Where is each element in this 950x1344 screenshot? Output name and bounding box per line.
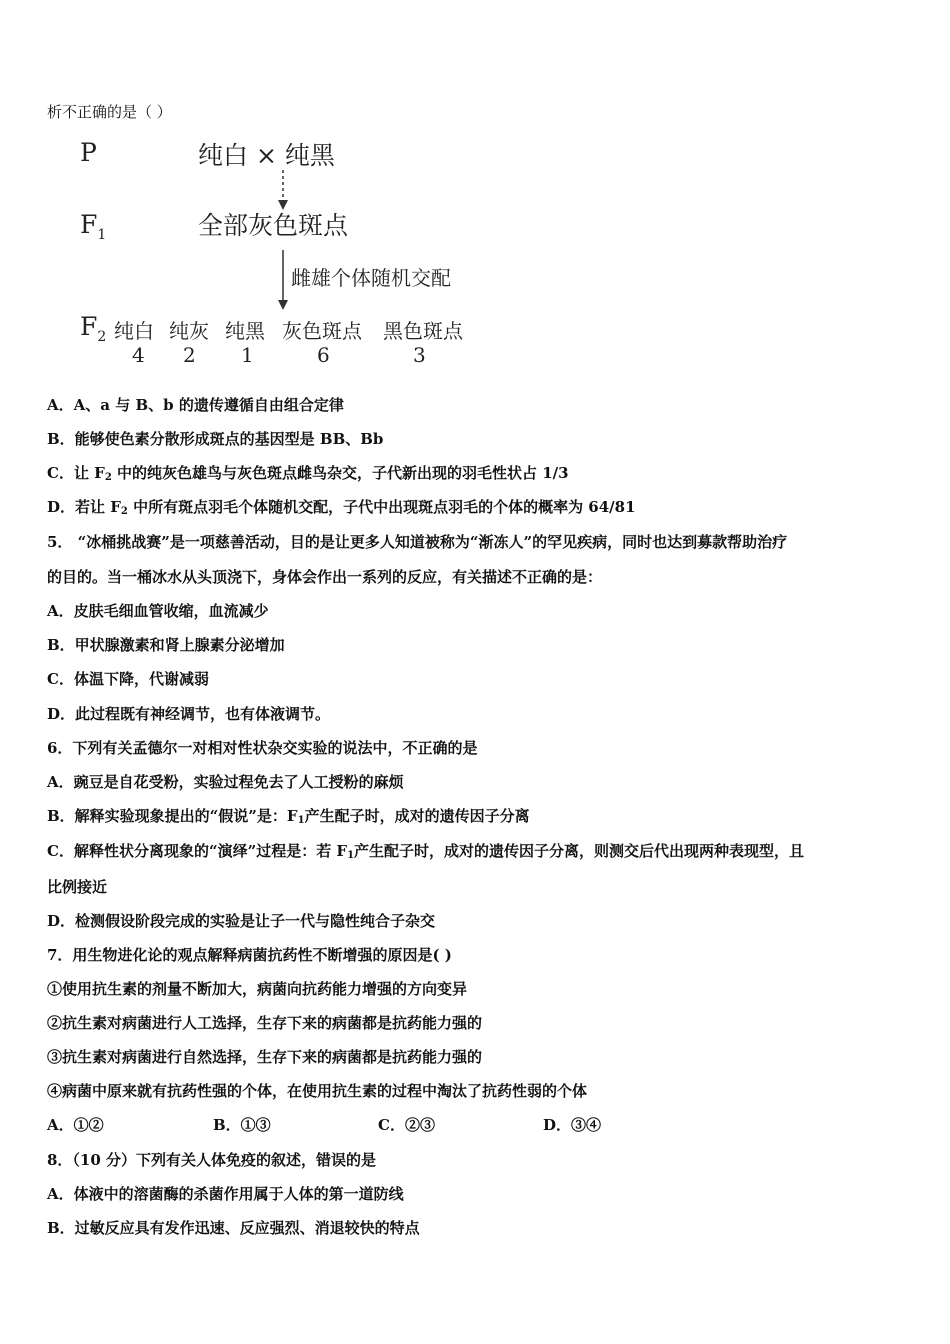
q5-stem-continued: 的目的。当一桶冰水从头顶浇下，身体会作出一系列的反应，有关描述不正确的是： (47, 568, 603, 586)
q5-option-a: A．皮肤毛细血管收缩，血流减少 (47, 602, 269, 620)
solid-arrow-icon (275, 250, 291, 312)
q7-option-b: B．①③ (213, 1116, 271, 1134)
q6-option-c-continued: 比例接近 (47, 878, 108, 896)
q7-statement-3: ③抗生素对病菌进行自然选择，生存下来的病菌都是抗药能力强的 (47, 1048, 483, 1066)
q8-option-a: A．体液中的溶菌酶的杀菌作用属于人体的第一道防线 (47, 1185, 404, 1203)
f2-ratio: 6 (317, 343, 330, 367)
q6-option-b: B．解释实验现象提出的“假说”是：$F_1$产生配子时，成对的遗传因子分离 (47, 807, 530, 826)
q4-option-b: B．能够使色素分散形成斑点的基因型是 BB、Bb (47, 430, 384, 448)
f2-ratio: 4 (132, 343, 145, 367)
f2-phenotype: 纯白 (114, 319, 154, 343)
random-mating-note: 雌雄个体随机交配 (291, 266, 451, 290)
q7-option-c: C．②③ (378, 1116, 435, 1134)
f2-ratio: 3 (413, 343, 426, 367)
q6-option-d: D．检测假设阶段完成的实验是让子一代与隐性纯合子杂交 (47, 912, 436, 930)
f1-generation-label: $F_1$ (80, 210, 107, 243)
q7-statement-2: ②抗生素对病菌进行人工选择，生存下来的病菌都是抗药能力强的 (47, 1014, 483, 1032)
q8-option-b: B．过敏反应具有发作迅速、反应强烈、消退较快的特点 (47, 1219, 420, 1237)
q5-stem: 5． “冰桶挑战赛”是一项慈善活动，目的是让更多人知道被称为“渐冻人”的罕见疾病，同时也达到募款帮助治疗 (47, 533, 788, 551)
f2-phenotype: 黑色斑点 (383, 319, 463, 343)
q6-option-c: C．解释性状分离现象的“演绎”过程是：若 $F_1$产生配子时，成对的遗传因子分离，则测交后代出现两种表现型，且 (47, 842, 805, 861)
q4-option-d: D．若让 $F_2$ 中所有斑点羽毛个体随机交配，子代中出现斑点羽毛的个体的概率为 64/81 (47, 498, 636, 517)
q5-option-b: B．甲状腺激素和肾上腺素分泌增加 (47, 636, 285, 654)
q4-option-c: C．让 $F_2$ 中的纯灰色雄鸟与灰色斑点雌鸟杂交，子代新出现的羽毛性状占 1/3 (47, 464, 569, 483)
q4-option-a: A．A、a 与 B、b 的遗传遵循自由组合定律 (47, 396, 344, 414)
q6-option-a: A．豌豆是自花受粉，实验过程免去了人工授粉的麻烦 (47, 773, 404, 791)
f2-ratio: 2 (183, 343, 196, 367)
f2-phenotype: 纯灰 (169, 319, 209, 343)
f2-phenotype: 纯黑 (225, 319, 265, 343)
p-generation-label: P (80, 138, 97, 167)
f2-phenotype: 灰色斑点 (282, 319, 362, 343)
q5-option-c: C．体温下降，代谢减弱 (47, 670, 209, 688)
q5-option-d: D．此过程既有神经调节，也有体液调节。 (47, 705, 331, 723)
f2-generation-label: $F_2$ (80, 312, 107, 345)
f1-offspring: 全部灰色斑点 (198, 211, 349, 240)
question-intro: 析不正确的是（ ） (47, 103, 172, 121)
q6-stem: 6．下列有关孟德尔一对相对性状杂交实验的说法中，不正确的是 (47, 739, 478, 757)
f2-ratio: 1 (241, 343, 254, 367)
q8-stem: 8．（10 分）下列有关人体免疫的叙述，错误的是 (47, 1151, 377, 1169)
q7-option-a: A．①② (47, 1116, 104, 1134)
q7-statement-4: ④病菌中原来就有抗药性强的个体，在使用抗生素的过程中淘汰了抗药性弱的个体 (47, 1082, 588, 1100)
parental-cross: 纯白 × 纯黑 (198, 141, 335, 170)
q7-stem: 7．用生物进化论的观点解释病菌抗药性不断增强的原因是( ) (47, 946, 452, 964)
q7-option-d: D．③④ (543, 1116, 602, 1134)
q7-statement-1: ①使用抗生素的剂量不断加大，病菌向抗药能力增强的方向变异 (47, 980, 468, 998)
